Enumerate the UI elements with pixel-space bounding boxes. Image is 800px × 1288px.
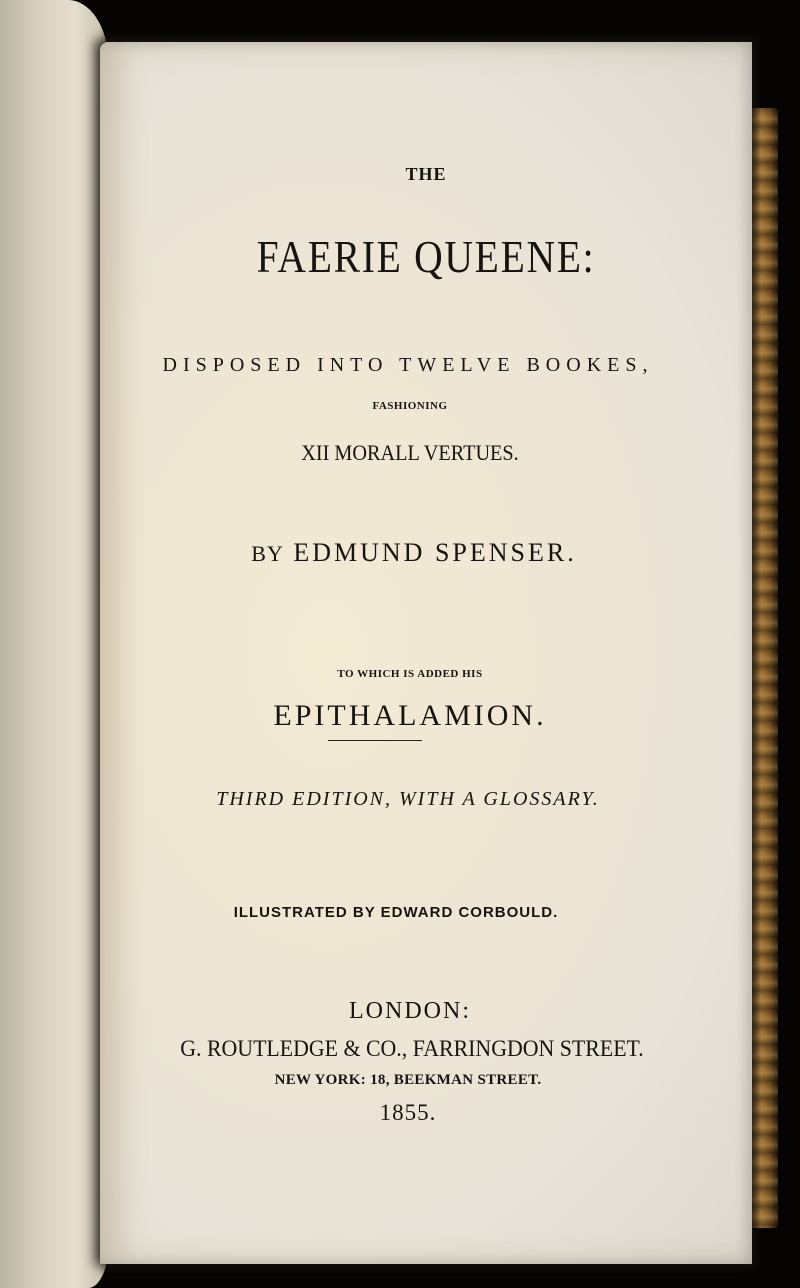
divider-rule — [328, 740, 422, 741]
title-article: THE — [405, 164, 447, 184]
illustrator-line: ILLUSTRATED BY EDWARD CORBOULD. — [233, 904, 559, 921]
left-facing-page — [0, 0, 108, 1288]
epithalamion-title: EPITHALAMION. — [273, 699, 547, 732]
vertues-line: XII MORALL VERTUES. — [301, 440, 519, 465]
by-word: BY — [251, 541, 284, 566]
edition-line: THIRD EDITION, WITH A GLOSSARY. — [216, 788, 600, 810]
author-line — [88, 538, 740, 568]
book-title: FAERIE QUEENE: — [256, 231, 596, 282]
author-name: EDMUND SPENSER. — [293, 538, 577, 567]
imprint-city: LONDON: — [349, 998, 471, 1024]
title-page — [100, 42, 752, 1264]
subtitle-line: DISPOSED INTO TWELVE BOOKES, — [162, 354, 654, 376]
imprint-publisher: G. ROUTLEDGE & CO., FARRINGDON STREET. — [180, 1036, 644, 1061]
added-line: TO WHICH IS ADDED HIS — [337, 668, 483, 680]
fashioning-line: FASHIONING — [372, 400, 448, 412]
imprint-year: 1855. — [379, 1100, 437, 1125]
imprint-new-york: NEW YORK: 18, BEEKMAN STREET. — [274, 1072, 542, 1088]
